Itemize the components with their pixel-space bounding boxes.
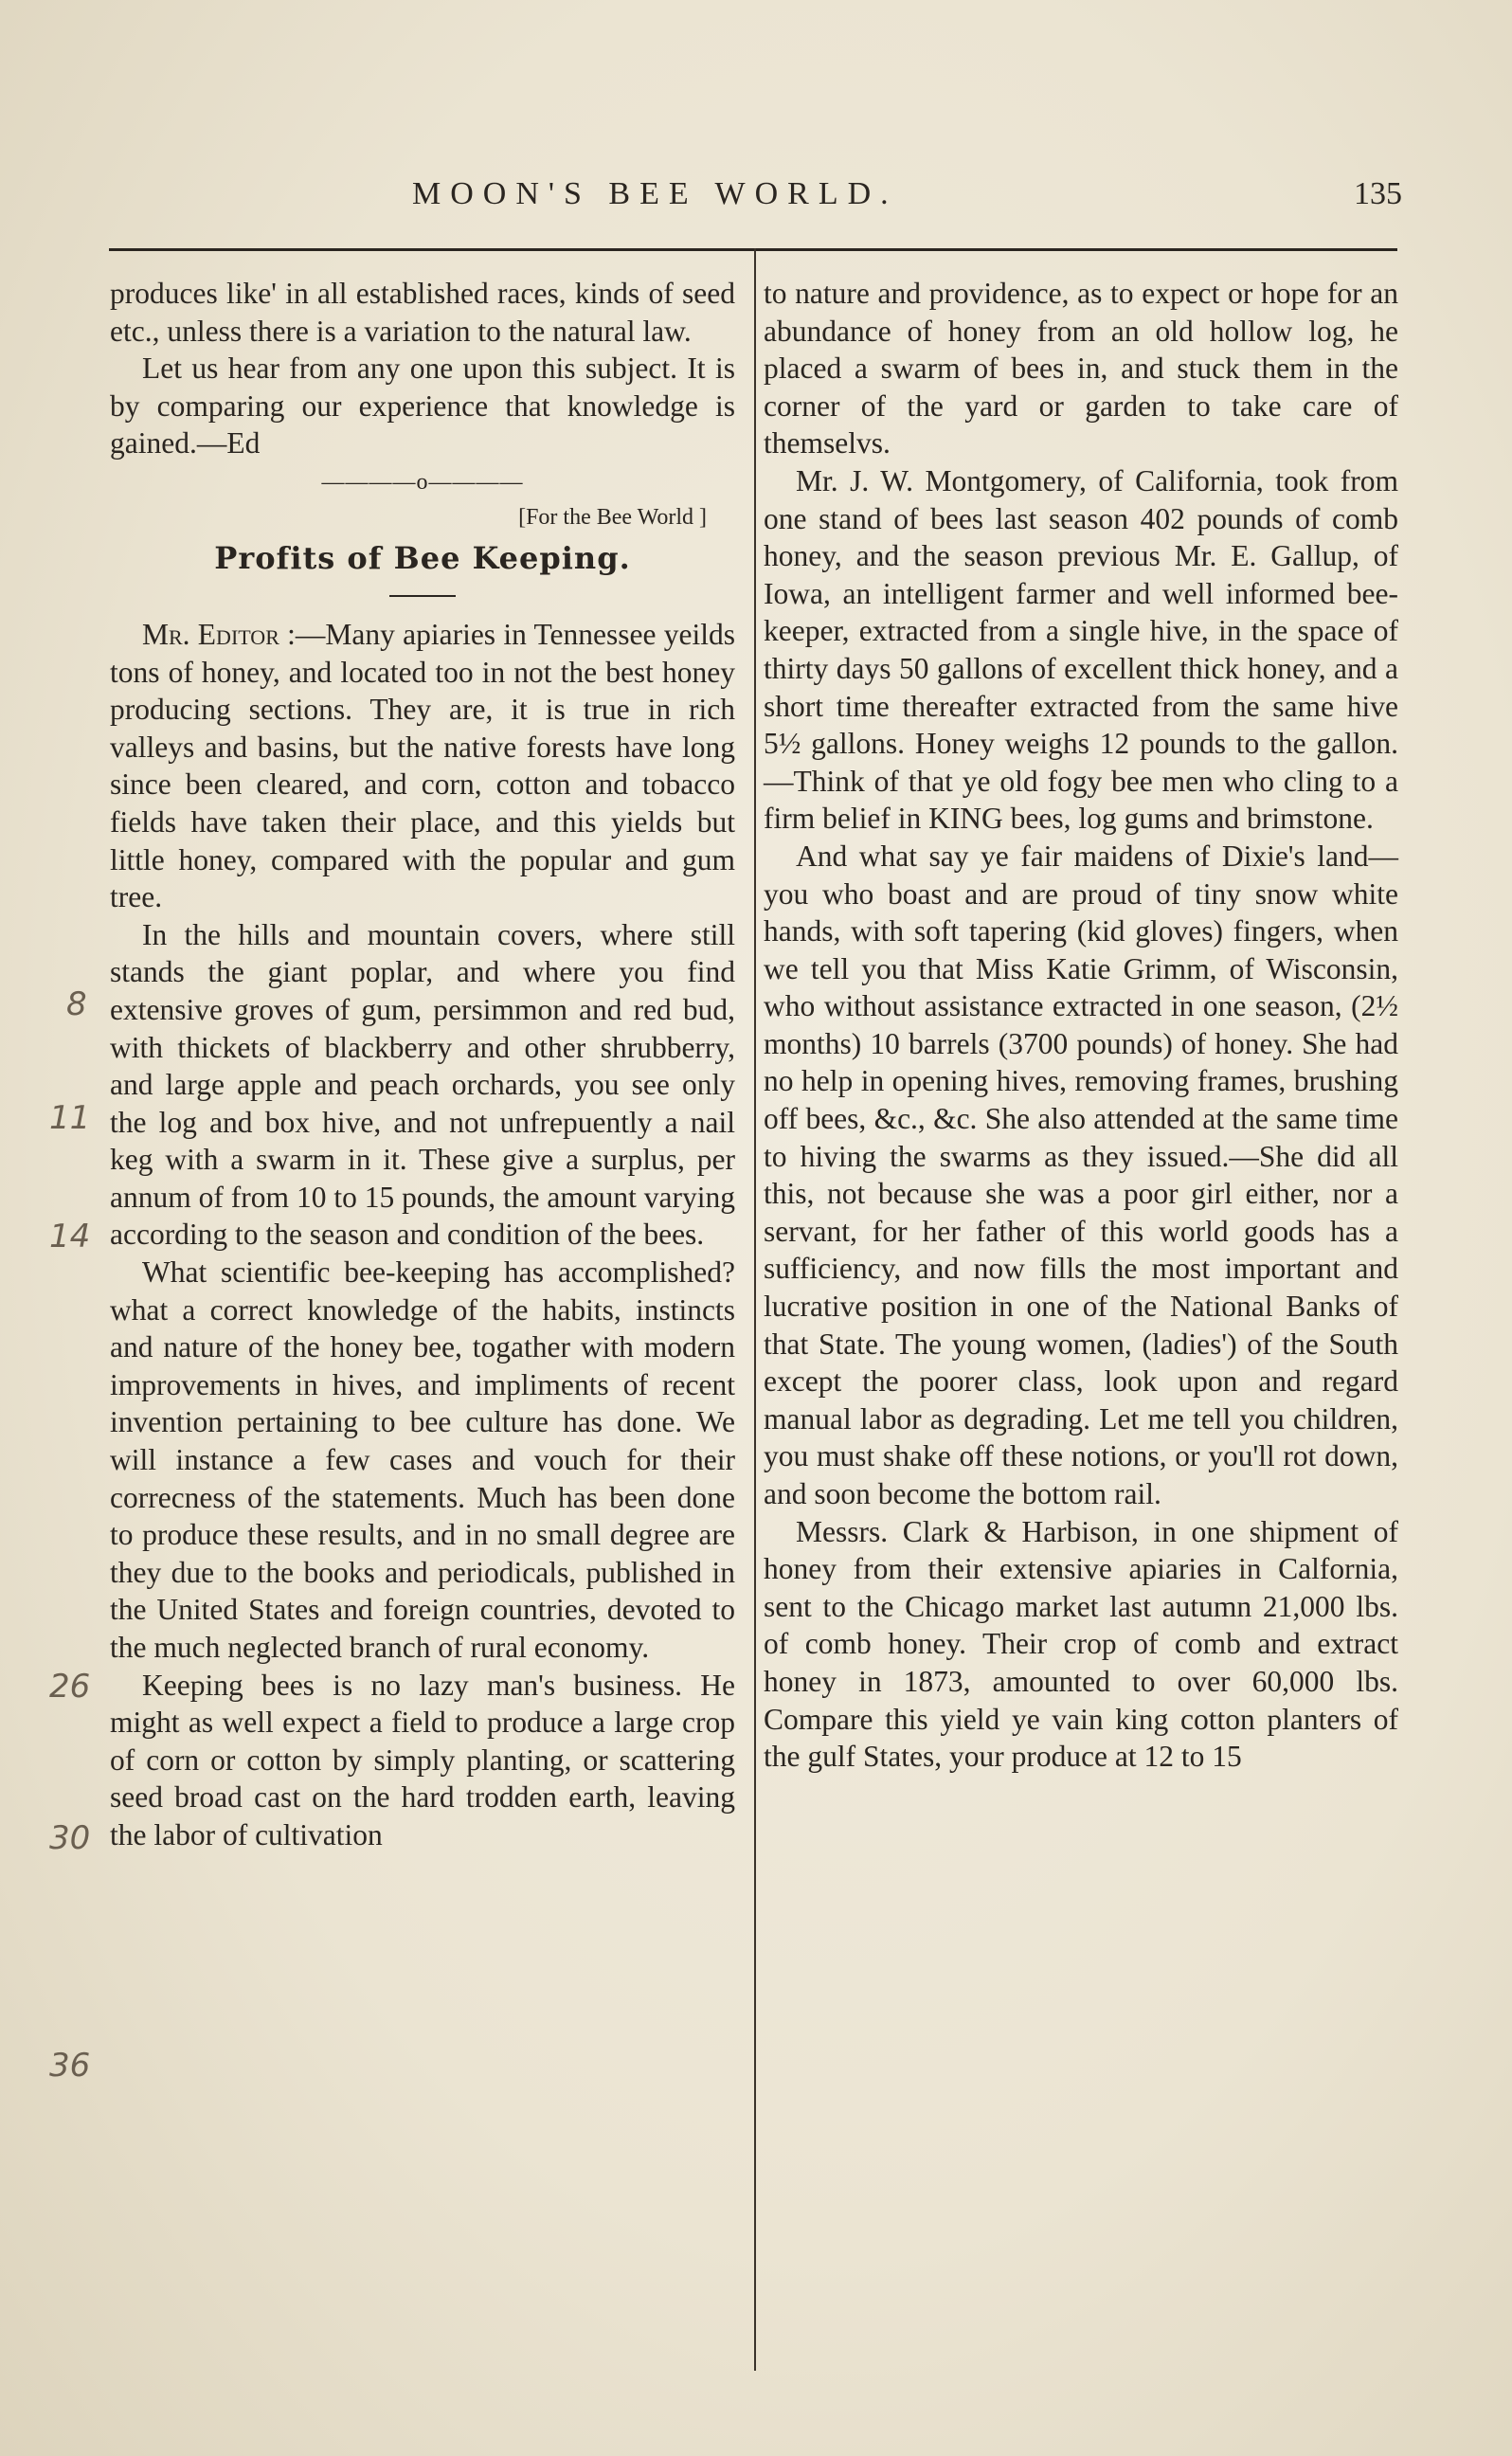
- paragraph-text: —Many apiaries in Tennessee yeilds tons of honey, and located too in not the best honey producing sections. They are, it is true in rich valleys and basins, but the native forests have long since been cleared, and corn, cotton and tobacco fields have taken their place, and this yields but little honey, compared with the popular and gum tree.: [110, 617, 735, 914]
- header-rule: [109, 248, 1397, 251]
- margin-note: 14: [49, 1218, 91, 1255]
- article-title: Profits of Bee Keeping.: [214, 539, 631, 576]
- paragraph: [110, 616, 735, 916]
- left-column: [110, 275, 735, 1854]
- paragraph: to nature and providence, as to expect or hope for an abundance of honey from an old hollow log, he placed a swarm of bees in, and stuck them in the corner of the yard or garden to take care of themselvs.: [764, 277, 1398, 460]
- paragraph: Let us hear from any one upon this subject. It is by comparing our experience that knowledge is gained.—Ed: [110, 352, 735, 460]
- paragraph: Messrs. Clark & Harbison, in one shipment of honey from their extensive apiaries in Calfornia, sent to the Chicago market last autumn 21,000 lbs. of comb honey. Their crop of comb and extract honey in 1873, amounted to over 60,000 lbs. Compare this yield ye vain king cotton planters of the gulf States, your produce at 12 to 15: [764, 1514, 1398, 1774]
- running-head: MOON'S BEE WORLD.: [412, 176, 898, 211]
- margin-note: 30: [49, 1819, 91, 1857]
- section-divider: ————o————: [321, 469, 524, 495]
- paragraph: Mr. J. W. Montgomery, of California, took from one stand of bees last season 402 pounds of comb honey, and the season previous Mr. E. Gallup, of Iowa, an intelligent farmer and well informed bee-keeper, extracted from a single hive, in the space of thirty days 50 gallons of excellent thick honey, and a short time thereafter extracted from the same hive 5½ gallons. Honey weighs 12 pounds to the gallon.—Think of that ye old fogy bee men who cling to a firm belief in KING bees, log gums and brimstone.: [764, 463, 1398, 836]
- handwritten-margin-notes: [0, 0, 104, 2456]
- paragraph: And what say ye fair maidens of Dixie's land—you who boast and are proud of tiny snow white hands, with soft tapering (kid gloves) fingers, when we tell you that Miss Katie Grimm, of Wisconsin, who without assistance extracted in one season, (2½ months) 10 barrels (3700 pounds) of honey. She had no help in opening hives, removing frames, brushing off bees, &c., &c. She also attended at the same time to hiving the swarms as they issued.—She did all this, not because she was a poor girl either, nor a servant, for her father of this world goods has a sufficiency, and now fills the most important and lucrative position in one of the National Banks of that State. The young women, (ladies') of the South except the poorer class, look upon and regard manual labor as degrading. Let me tell you children, you must shake off these notions, or you'll rot down, and soon become the bottom rail.: [764, 839, 1398, 1510]
- page-number: 135: [1354, 176, 1402, 211]
- paragraph: Keeping bees is no lazy man's business. He might as well expect a field to produce a large crop of corn or cotton by simply planting, or scattering seed broad cast on the hard trodden earth, leaving the labor of cultivation: [110, 1668, 735, 1851]
- right-column: [764, 275, 1398, 1776]
- margin-note: 11: [49, 1099, 91, 1137]
- salutation: Mr. Editor :: [142, 617, 296, 651]
- margin-note: 8: [66, 985, 87, 1023]
- margin-note: 26: [49, 1668, 91, 1706]
- margin-note: 36: [49, 2047, 91, 2085]
- byline: [For the Bee World ]: [518, 504, 707, 530]
- paragraph: In the hills and mountain covers, where still stands the giant poplar, and where you find extensive groves of gum, persimmon and red bud, with thickets of blackberry and other shrubberry, and large apple and peach orchards, you see only the log and box hive, and not unfrepuently a nail keg with a swarm in it. These give a surplus, per annum of from 10 to 15 pounds, the amount varying according to the season and condition of the bees.: [110, 917, 735, 1252]
- paragraph: produces like' in all established races, kinds of seed etc., unless there is a variation to the natural law.: [110, 277, 735, 348]
- title-rule: [389, 595, 456, 597]
- paragraph: What scientific bee-keeping has accomplished? what a correct knowledge of the habits, instincts and nature of the honey bee, togather with modern improvements in hives, and impliments of recent invention pertaining to bee culture has done. We will instance a few cases and vouch for their correcness of the statements. Much has been done to produce these results, and in no small degree are they due to the books and periodicals, published in the United States and foreign countries, devoted to the much neglected branch of rural economy.: [110, 1255, 735, 1664]
- page-header: [104, 176, 1402, 218]
- column-divider: [754, 248, 756, 2371]
